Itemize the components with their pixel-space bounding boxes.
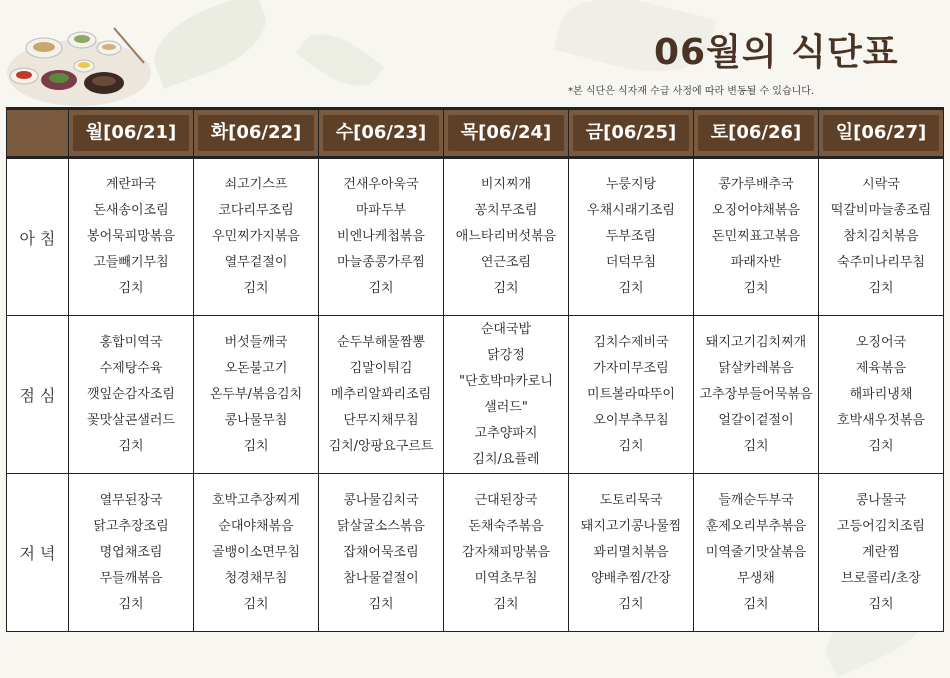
meal-label: 저 녁 xyxy=(7,474,69,632)
day-header-label: 토[06/26] xyxy=(698,115,814,151)
day-header-label: 수[06/23] xyxy=(323,115,439,151)
menu-item: 가자미무조림 xyxy=(593,360,669,376)
menu-item: 김치 xyxy=(868,281,894,296)
menu-item: 김치 xyxy=(493,281,519,296)
menu-item: 무생채 xyxy=(737,570,775,586)
menu-item: 꽈리멸치볶음 xyxy=(593,544,669,560)
header-corner xyxy=(7,109,69,158)
menu-item: 더덕무침 xyxy=(605,255,657,270)
menu-item: 오징어야채볶음 xyxy=(712,203,800,218)
day-header-label: 월[06/21] xyxy=(73,115,189,151)
menu-item: 비엔나케첩볶음 xyxy=(337,229,425,244)
menu-item: 참치김치볶음 xyxy=(843,229,919,244)
menu-item: 꽁치무조림 xyxy=(474,203,538,218)
menu-item: 미역줄기맛살볶음 xyxy=(705,544,807,560)
menu-cell xyxy=(69,158,194,316)
day-header xyxy=(319,109,444,158)
menu-item: 떡갈비마늘종조림 xyxy=(830,203,932,218)
menu-item: 감자채피망볶음 xyxy=(462,544,550,560)
menu-item: 김치/요플레 xyxy=(472,451,540,467)
menu-item: 김치/앙팡요구르트 xyxy=(328,438,434,454)
menu-item: 돈채숙주볶음 xyxy=(468,518,544,534)
menu-item: 호박고추장찌게 xyxy=(212,492,300,508)
notice-text: *본 식단은 식자재 수급 사정에 따라 변동될 수 있습니다. xyxy=(568,86,815,97)
menu-item: 단무지채무침 xyxy=(343,412,419,428)
menu-item: 메추리알꽈리조림 xyxy=(330,386,432,402)
menu-cell xyxy=(194,474,319,632)
menu-item: 순대야채볶음 xyxy=(218,518,294,534)
menu-cell xyxy=(569,316,694,474)
menu-item: 김치 xyxy=(493,596,519,612)
menu-item: 김치수제비국 xyxy=(593,334,669,350)
menu-item: "단호박마카로니 xyxy=(459,373,553,389)
menu-cell xyxy=(69,316,194,474)
menu-item: 버섯들깨국 xyxy=(224,334,288,350)
menu-item: 마파두부 xyxy=(355,203,407,218)
menu-item: 김치 xyxy=(868,596,894,612)
day-header xyxy=(694,109,819,158)
page-title: 06월의 식단표 xyxy=(654,32,899,73)
menu-item: 김치 xyxy=(368,596,394,612)
menu-item: 온두부/볶음김치 xyxy=(209,386,303,402)
menu-item: 계란파국 xyxy=(105,177,157,192)
menu-item: 골뱅이소면무침 xyxy=(212,544,300,560)
menu-item: 참나물겉절이 xyxy=(343,570,419,586)
menu-item: 닭살카레볶음 xyxy=(718,360,794,376)
menu-item: 양배추찜/간장 xyxy=(591,570,671,586)
menu-item: 오돈불고기 xyxy=(224,360,288,376)
menu-item: 두부조림 xyxy=(605,229,657,244)
menu-item: 마늘종콩가루찜 xyxy=(337,255,425,270)
menu-cell xyxy=(819,158,944,316)
menu-item: 김치 xyxy=(868,438,894,454)
menu-item: 코다리무조림 xyxy=(218,203,294,218)
day-header xyxy=(194,109,319,158)
menu-item: 김치 xyxy=(243,281,269,296)
menu-item: 우민찌가지볶음 xyxy=(212,229,300,244)
menu-item: 김치 xyxy=(618,438,644,454)
menu-item: 콩나물무침 xyxy=(224,412,288,428)
menu-item: 청경채무침 xyxy=(224,570,288,586)
menu-item: 꽃맛살콘샐러드 xyxy=(87,412,175,428)
menu-item: 쇠고기스프 xyxy=(224,177,288,192)
menu-cell xyxy=(694,316,819,474)
menu-cell xyxy=(444,316,569,474)
menu-item: 열무겉절이 xyxy=(224,255,288,270)
menu-item: 계란찜 xyxy=(862,544,900,560)
menu-item: 고추양파지 xyxy=(474,425,538,441)
menu-cell xyxy=(694,474,819,632)
menu-item: 샐러드" xyxy=(484,399,528,415)
menu-item: 닭살굴소스볶음 xyxy=(337,518,425,534)
menu-item: 김치 xyxy=(118,596,144,612)
day-header xyxy=(819,109,944,158)
day-header xyxy=(444,109,569,158)
meal-plan-table xyxy=(6,107,944,632)
day-header-label: 일[06/27] xyxy=(823,115,939,151)
menu-cell xyxy=(194,316,319,474)
menu-item: 김치 xyxy=(243,438,269,454)
menu-cell xyxy=(194,158,319,316)
menu-item: 돼지고기콩나물찜 xyxy=(580,518,682,534)
menu-item: 콩가루배추국 xyxy=(718,177,794,192)
menu-item: 얼갈이겉절이 xyxy=(718,412,794,428)
day-header xyxy=(569,109,694,158)
menu-item: 누룽지탕 xyxy=(605,177,657,192)
table-header-row xyxy=(7,109,944,158)
menu-cell xyxy=(444,158,569,316)
menu-item: 순두부해물짬뽕 xyxy=(337,334,425,350)
menu-item: 김말이튀김 xyxy=(349,360,413,376)
menu-item: 명엽채조림 xyxy=(99,544,163,560)
menu-item: 도토리묵국 xyxy=(599,492,663,508)
menu-item: 숙주미나리무침 xyxy=(837,255,925,270)
food-tray-image xyxy=(4,18,154,108)
menu-item: 김치 xyxy=(743,281,769,296)
menu-item: 애느타리버섯볶음 xyxy=(455,229,557,244)
menu-cell xyxy=(69,474,194,632)
menu-item: 해파리냉채 xyxy=(849,386,913,402)
leaf-decoration xyxy=(143,0,276,89)
menu-cell xyxy=(569,474,694,632)
menu-item: 우채시래기조림 xyxy=(587,203,675,218)
meal-row xyxy=(7,474,944,632)
day-header xyxy=(69,109,194,158)
menu-item: 김치 xyxy=(743,596,769,612)
menu-item: 김치 xyxy=(743,438,769,454)
meal-row xyxy=(7,316,944,474)
menu-item: 콩나물국 xyxy=(855,492,907,508)
menu-item: 깻잎순감자조림 xyxy=(87,386,175,402)
leaf-decoration xyxy=(296,21,384,100)
menu-item: 고등어김치조림 xyxy=(837,518,925,534)
menu-item: 김치 xyxy=(618,596,644,612)
menu-item: 연근조림 xyxy=(480,255,532,270)
menu-item: 닭강정 xyxy=(487,347,525,363)
menu-item: 돼지고기김치찌개 xyxy=(705,334,807,350)
menu-item: 들깨순두부국 xyxy=(718,492,794,508)
menu-cell xyxy=(694,158,819,316)
menu-item: 훈제오리부추볶음 xyxy=(705,518,807,534)
menu-cell xyxy=(444,474,569,632)
menu-item: 김치 xyxy=(118,281,144,296)
day-header-label: 화[06/22] xyxy=(198,115,314,151)
menu-item: 닭고추장조림 xyxy=(93,518,169,534)
menu-cell xyxy=(319,158,444,316)
menu-item: 열무된장국 xyxy=(99,492,163,508)
menu-item: 김치 xyxy=(618,281,644,296)
meal-row xyxy=(7,158,944,316)
menu-item: 비지찌개 xyxy=(480,177,532,192)
menu-item: 고추장부들어묵볶음 xyxy=(699,386,813,402)
menu-cell xyxy=(319,474,444,632)
menu-item: 돈민찌표고볶음 xyxy=(712,229,800,244)
menu-item: 고들빼기무침 xyxy=(93,255,169,270)
menu-cell xyxy=(319,316,444,474)
menu-item: 오이부추무침 xyxy=(593,412,669,428)
menu-item: 파래자반 xyxy=(730,255,782,270)
menu-item: 근대된장국 xyxy=(474,492,538,508)
menu-item: 수제탕수육 xyxy=(99,360,163,376)
menu-item: 홍합미역국 xyxy=(99,334,163,350)
menu-item: 콩나물김치국 xyxy=(343,492,419,508)
menu-item: 시락국 xyxy=(862,177,900,192)
menu-item: 미역초무침 xyxy=(474,570,538,586)
day-header-label: 금[06/25] xyxy=(573,115,689,151)
meal-label: 점 심 xyxy=(7,316,69,474)
menu-item: 봉어묵피망볶음 xyxy=(87,229,175,244)
menu-item: 돈새송이조림 xyxy=(93,203,169,218)
menu-cell xyxy=(819,316,944,474)
menu-item: 무들깨볶음 xyxy=(99,570,163,586)
menu-item: 김치 xyxy=(118,438,144,454)
menu-item: 건새우아욱국 xyxy=(343,177,419,192)
menu-cell xyxy=(569,158,694,316)
menu-item: 잡채어묵조림 xyxy=(343,544,419,560)
menu-item: 오징어국 xyxy=(855,334,907,350)
menu-item: 미트볼라따뚜이 xyxy=(587,386,675,402)
menu-cell xyxy=(819,474,944,632)
menu-item: 브로콜리/초장 xyxy=(841,570,921,586)
menu-item: 순대국밥 xyxy=(480,321,532,337)
meal-label: 아 침 xyxy=(7,158,69,316)
menu-item: 호박새우젓볶음 xyxy=(837,412,925,428)
menu-item: 김치 xyxy=(243,596,269,612)
menu-item: 제육볶음 xyxy=(855,360,907,376)
menu-item: 김치 xyxy=(368,281,394,296)
day-header-label: 목[06/24] xyxy=(448,115,564,151)
